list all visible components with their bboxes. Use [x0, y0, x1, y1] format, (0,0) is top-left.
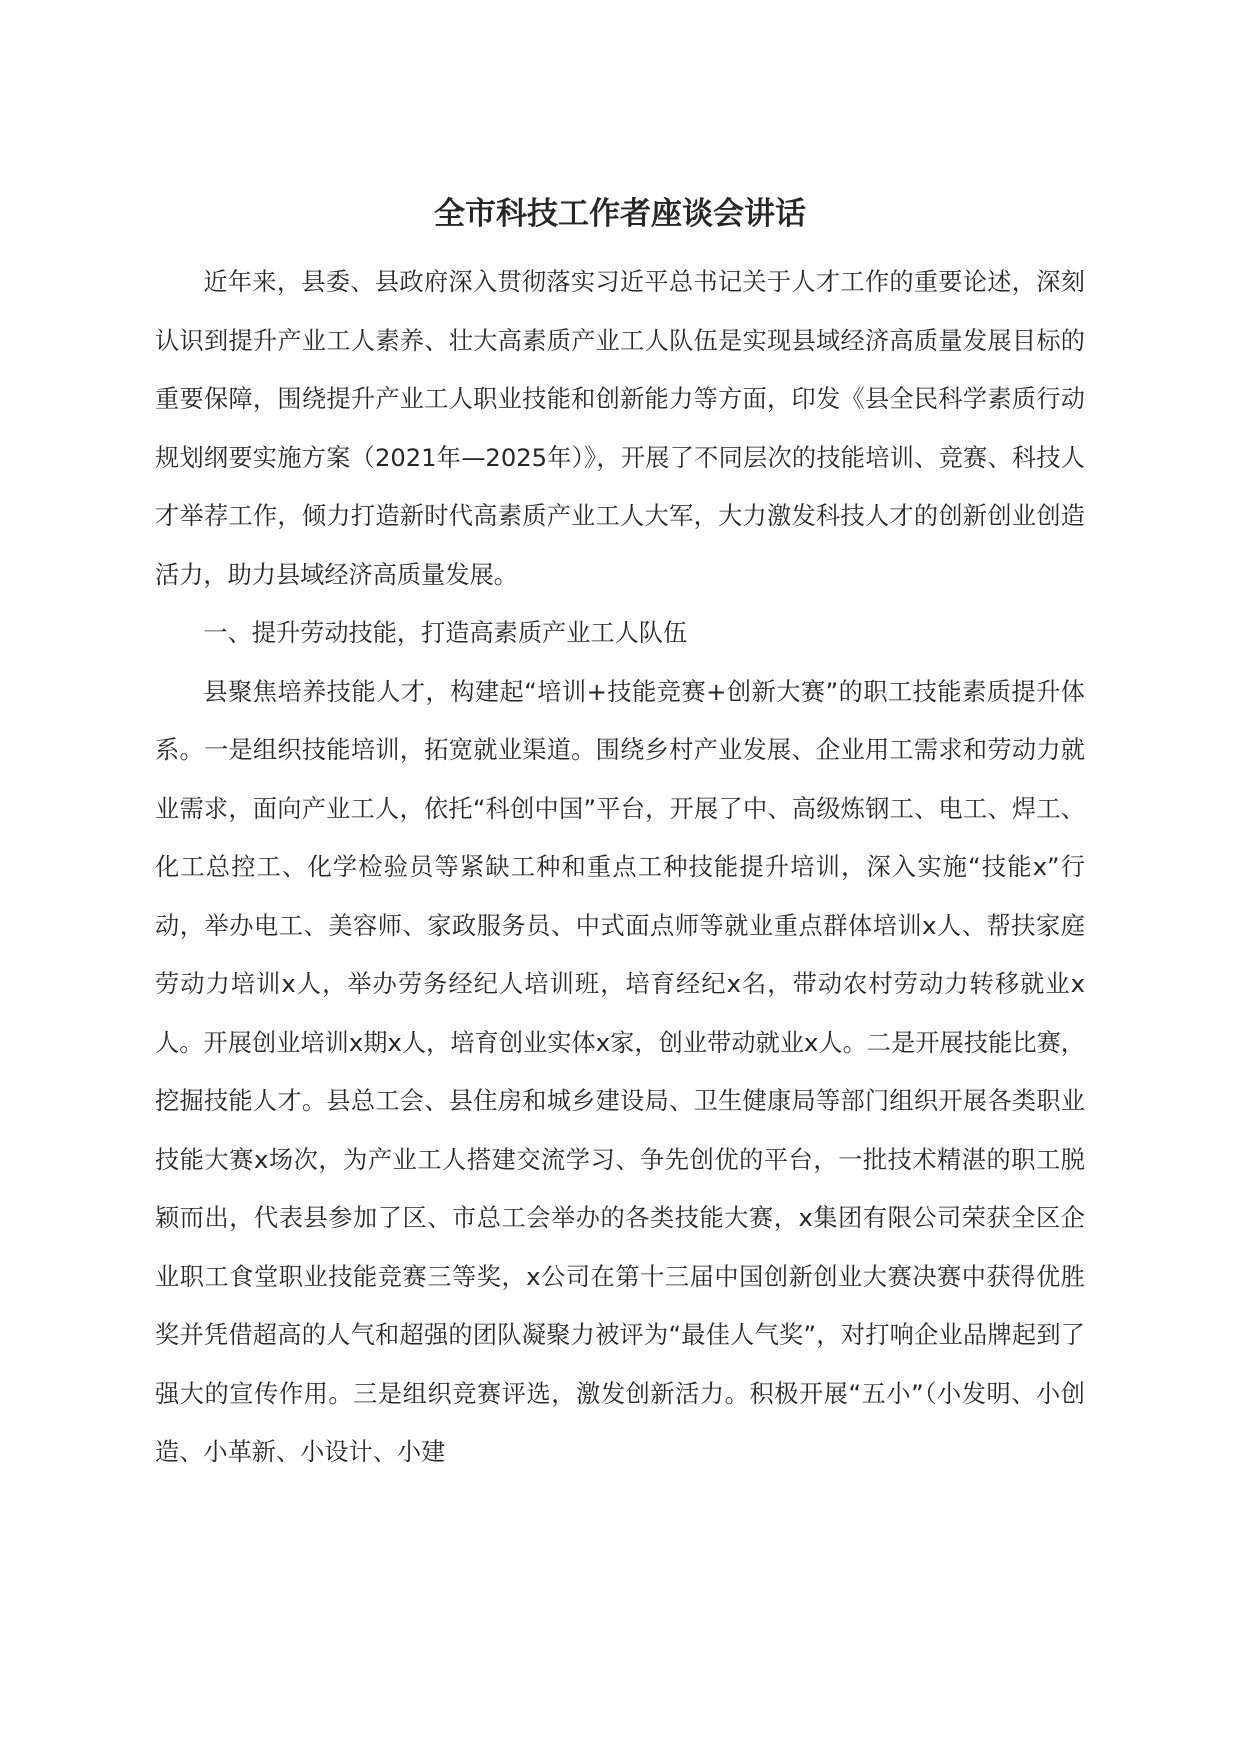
document-body — [155, 253, 1085, 1482]
section-heading-1: 一、提升劳动技能，打造高素质产业工人队伍 — [203, 619, 688, 647]
paragraph-section-1: 县聚焦培养技能人才，构建起“培训+技能竞赛+创新大赛”的职工技能素质提升体系。一是组织技能培训，拓宽就业渠道。围绕乡村产业发展、企业用工需求和劳动力就业需求，面向产业工人，依托“科创中国”平台，开展了中、高级炼钢工、电工、焊工、化工总控工、化学检验员等紧缺工种和重点工种技能提升培训，深入实施“技能x”行动，举办电工、美容师、家政服务员、中式面点师等就业重点群体培训x人、帮扶家庭劳动力培训x人，举办劳务经纪人培训班，培育经纪x名，带动农村劳动力转移就业x人。开展创业培训x期x人，培育创业实体x家，创业带动就业x人。二是开展技能比赛，挖掘技能人才。县总工会、县住房和城乡建设局、卫生健康局等部门组织开展各类职业技能大赛x场次，为产业工人搭建交流学习、争先创优的平台，一批技术精湛的职工脱颖而出，代表县参加了区、市总工会举办的各类技能大赛，x集团有限公司荣获全区企业职工食堂职业技能竞赛三等奖，x公司在第十三届中国创新创业大赛决赛中获得优胜奖并凭借超高的人气和超强的团队凝聚力被评为“最佳人气奖”，对打响企业品牌起到了强大的宣传作用。三是组织竞赛评选，激发创新活力。积极开展“五小”（小发明、小创造、小革新、小设计、小建 — [155, 677, 1085, 1466]
document-title: 全市科技工作者座谈会讲话 — [434, 196, 806, 232]
paragraph-intro: 近年来，县委、县政府深入贯彻落实习近平总书记关于人才工作的重要论述，深刻认识到提升产业工人素养、壮大高素质产业工人队伍是实现县域经济高质量发展目标的重要保障，围绕提升产业工人职业技能和创新能力等方面，印发《县全民科学素质行动规划纲要实施方案（2021年—2025年）》，开展了不同层次的技能培训、竞赛、科技人才举荐工作，倾力打造新时代高素质产业工人大军，大力激发科技人才的创新创业创造活力，助力县域经济高质量发展。 — [155, 268, 1085, 589]
